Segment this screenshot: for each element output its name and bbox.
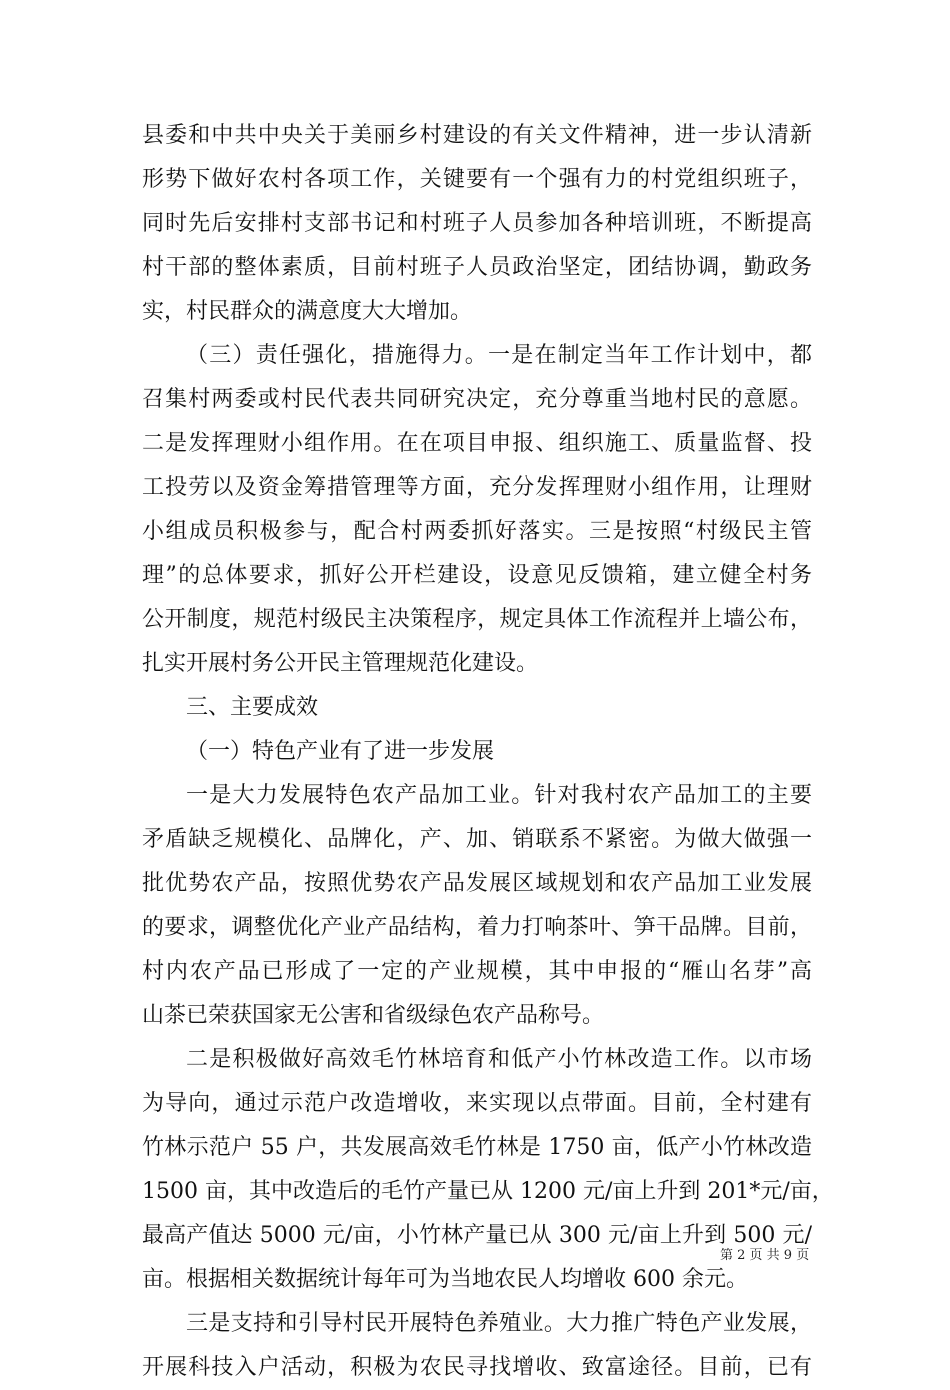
text-line: 形势下做好农村各项工作，关键要有一个强有力的村党组织班子， — [142, 167, 812, 192]
text-line: 二是积极做好高效毛竹林培育和低产小竹林改造工作。以市场 — [186, 1047, 812, 1072]
text-line: 三是支持和引导村民开展特色养殖业。大力推广特色产业发展， — [186, 1311, 812, 1336]
text-line: 山茶已荣获国家无公害和省级绿色农产品称号。 — [142, 1003, 605, 1028]
text-line: 理”的总体要求，抓好公开栏建设，设意见反馈箱，建立健全村务 — [142, 563, 812, 588]
text-line: 批优势农产品，按照优势农产品发展区域规划和农产品加工业发展 — [142, 871, 812, 896]
text-line: 村内农产品已形成了一定的产业规模，其中申报的“雁山名芽”高 — [142, 959, 812, 984]
text-line: 实，村民群众的满意度大大增加。 — [142, 299, 473, 324]
text-line: 村干部的整体素质，目前村班子人员政治坚定，团结协调，勤政务 — [142, 255, 812, 280]
text-line: 矛盾缺乏规模化、品牌化，产、加、销联系不紧密。为做大做强一 — [142, 827, 812, 852]
text-line: 召集村两委或村民代表共同研究决定，充分尊重当地村民的意愿。 — [142, 387, 812, 412]
text-line: 1500 亩，其中改造后的毛竹产量已从 1200 元/亩上升到 201*元/亩， — [142, 1179, 834, 1204]
text-line: 的要求，调整优化产业产品结构，着力打响茶叶、笋干品牌。目前， — [142, 915, 812, 940]
text-line: 为导向，通过示范户改造增收，来实现以点带面。目前，全村建有 — [142, 1091, 812, 1116]
text-line: 小组成员积极参与，配合村两委抓好落实。三是按照“村级民主管 — [142, 519, 812, 544]
text-line: 扎实开展村务公开民主管理规范化建设。 — [142, 651, 539, 676]
text-line: 最高产值达 5000 元/亩，小竹林产量已从 300 元/亩上升到 500 元/ — [142, 1223, 812, 1248]
text-line: 开展科技入户活动，积极为农民寻找增收、致富途径。目前，已有 — [142, 1355, 812, 1380]
page-number: 第 2 页 共 9 页 — [720, 1248, 810, 1263]
text-line: （三）责任强化，措施得力。一是在制定当年工作计划中，都 — [186, 343, 812, 368]
text-line: 三、主要成效 — [186, 695, 319, 720]
document-body — [142, 114, 834, 1390]
text-line: 二是发挥理财小组作用。在在项目申报、组织施工、质量监督、投 — [142, 431, 812, 456]
text-line: 县委和中共中央关于美丽乡村建设的有关文件精神，进一步认清新 — [142, 123, 812, 148]
text-line: 竹林示范户 55 户，共发展高效毛竹林是 1750 亩，低产小竹林改造 — [142, 1135, 812, 1160]
text-line: 公开制度，规范村级民主决策程序，规定具体工作流程并上墙公布， — [142, 607, 812, 632]
text-line: 同时先后安排村支部书记和村班子人员参加各种培训班，不断提高 — [142, 211, 812, 236]
text-line: 工投劳以及资金筹措管理等方面，充分发挥理财小组作用，让理财 — [142, 475, 812, 500]
text-line: 亩。根据相关数据统计每年可为当地农民人均增收 600 余元。 — [142, 1267, 748, 1292]
text-line: 一是大力发展特色农产品加工业。针对我村农产品加工的主要 — [186, 783, 812, 808]
text-line: （一）特色产业有了进一步发展 — [186, 739, 495, 764]
